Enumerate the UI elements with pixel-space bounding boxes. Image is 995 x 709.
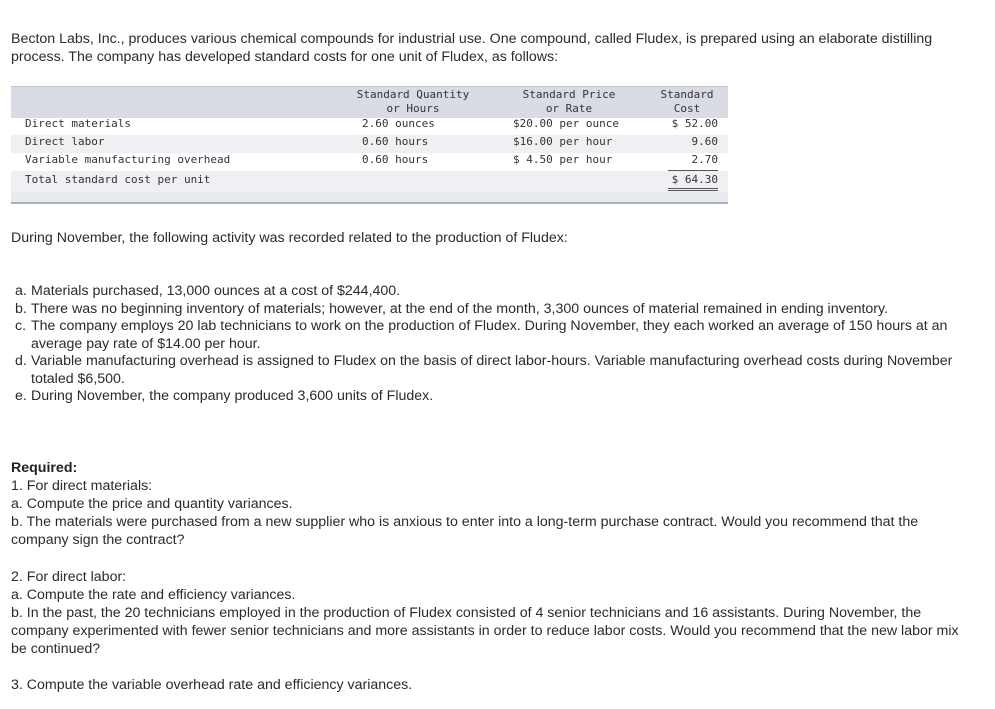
- part-item-a: a. Compute the price and quantity variances.: [11, 496, 293, 512]
- row-label-total: Total standard cost per unit: [25, 173, 211, 186]
- header-standard-cost: [647, 88, 727, 116]
- row-cost-variable-overhead: 2.70: [691, 153, 718, 166]
- standard-cost-table: [11, 86, 728, 204]
- table-bottom-rule: [11, 202, 728, 204]
- row-label-direct-materials: Direct materials: [25, 117, 131, 130]
- activity-item: [15, 301, 955, 319]
- item-text: The company employs 20 lab technicians to work on the production of Fludex. During November, they each worked an average of 150 hours at an average pay rate of $14.00 per hour.: [31, 318, 948, 352]
- item-marker: d.: [15, 353, 27, 369]
- row-qty-direct-materials: 2.60 ounces: [362, 117, 435, 130]
- part-item-a: a. Compute the rate and efficiency variances.: [11, 587, 296, 603]
- required-part-2: [11, 568, 961, 658]
- subtotal-underline: [668, 170, 718, 171]
- required-part-1: [11, 477, 961, 549]
- row-label-variable-overhead: Variable manufacturing overhead: [25, 153, 231, 166]
- header-text: or Rate: [545, 102, 593, 115]
- row-qty-direct-labor: 0.60 hours: [362, 135, 429, 148]
- row-price-direct-materials: $20.00 per ounce: [513, 117, 619, 130]
- required-part-3: 3. Compute the variable overhead rate and efficiency variances.: [11, 677, 413, 693]
- header-text: or Hours: [386, 102, 440, 115]
- header-standard-price: [501, 88, 637, 116]
- activity-item: [15, 353, 955, 388]
- part-title: 1. For direct materials:: [11, 478, 153, 494]
- row-price-direct-labor: $16.00 per hour: [513, 135, 613, 148]
- row-cost-direct-materials: $ 52.00: [671, 117, 718, 130]
- part-item-b: b. The materials were purchased from a new supplier who is anxious to enter into a long-term purchase contract. Would you recommend that the company sign the contract?: [11, 514, 919, 548]
- item-marker: e.: [15, 388, 27, 404]
- item-marker: a.: [15, 283, 27, 299]
- part-item-b: b. In the past, the 20 technicians employed in the production of Fludex consisted of 4 senior technicians and 16 assistants. During November, the company experimented with fewer senior technicians and more assistants in order to reduce labor costs. Would you recommend that the new labor mix be continued?: [11, 605, 959, 657]
- item-marker: b.: [15, 300, 27, 317]
- activity-item: [15, 388, 955, 406]
- header-text: Standard Price: [522, 88, 616, 101]
- header-text: Standard: [660, 88, 714, 101]
- activity-list: [15, 283, 955, 406]
- item-text: There was no beginning inventory of materials; however, at the end of the month, 3,300 ounces of material remained in ending inventory.: [31, 300, 889, 317]
- item-text: During November, the company produced 3,600 units of Fludex.: [31, 388, 434, 404]
- item-text: Variable manufacturing overhead is assigned to Fludex on the basis of direct labor-hours. Variable manufacturing overhead costs during November totaled $6,500.: [31, 353, 953, 387]
- row-label-direct-labor: Direct labor: [25, 135, 105, 148]
- total-double-underline: [668, 188, 718, 189]
- item-marker: c.: [15, 318, 27, 334]
- activity-item: [15, 318, 955, 353]
- table-top-rule: [11, 86, 728, 87]
- row-cost-direct-labor: 9.60: [691, 135, 718, 148]
- activity-intro: During November, the following activity was recorded related to the production of Fludex:: [11, 230, 568, 246]
- row-qty-variable-overhead: 0.60 hours: [362, 153, 429, 166]
- total-double-underline: [668, 190, 718, 191]
- intro-paragraph: Becton Labs, Inc., produces various chemical compounds for industrial use. One compound, called Fludex, is prepared using an elaborate distilling process. The company has developed standard costs for one unit of Fludex, as follows:: [11, 31, 933, 65]
- part-title: 2. For direct labor:: [11, 569, 127, 585]
- header-standard-quantity: [343, 88, 483, 116]
- header-text: Standard Quantity: [356, 88, 470, 101]
- header-text: Cost: [673, 102, 701, 115]
- row-cost-total: $ 64.30: [671, 173, 718, 186]
- required-heading: Required:: [11, 460, 78, 476]
- activity-item: [15, 283, 955, 301]
- item-text: Materials purchased, 13,000 ounces at a cost of $244,400.: [31, 283, 401, 299]
- row-price-variable-overhead: $ 4.50 per hour: [513, 153, 613, 166]
